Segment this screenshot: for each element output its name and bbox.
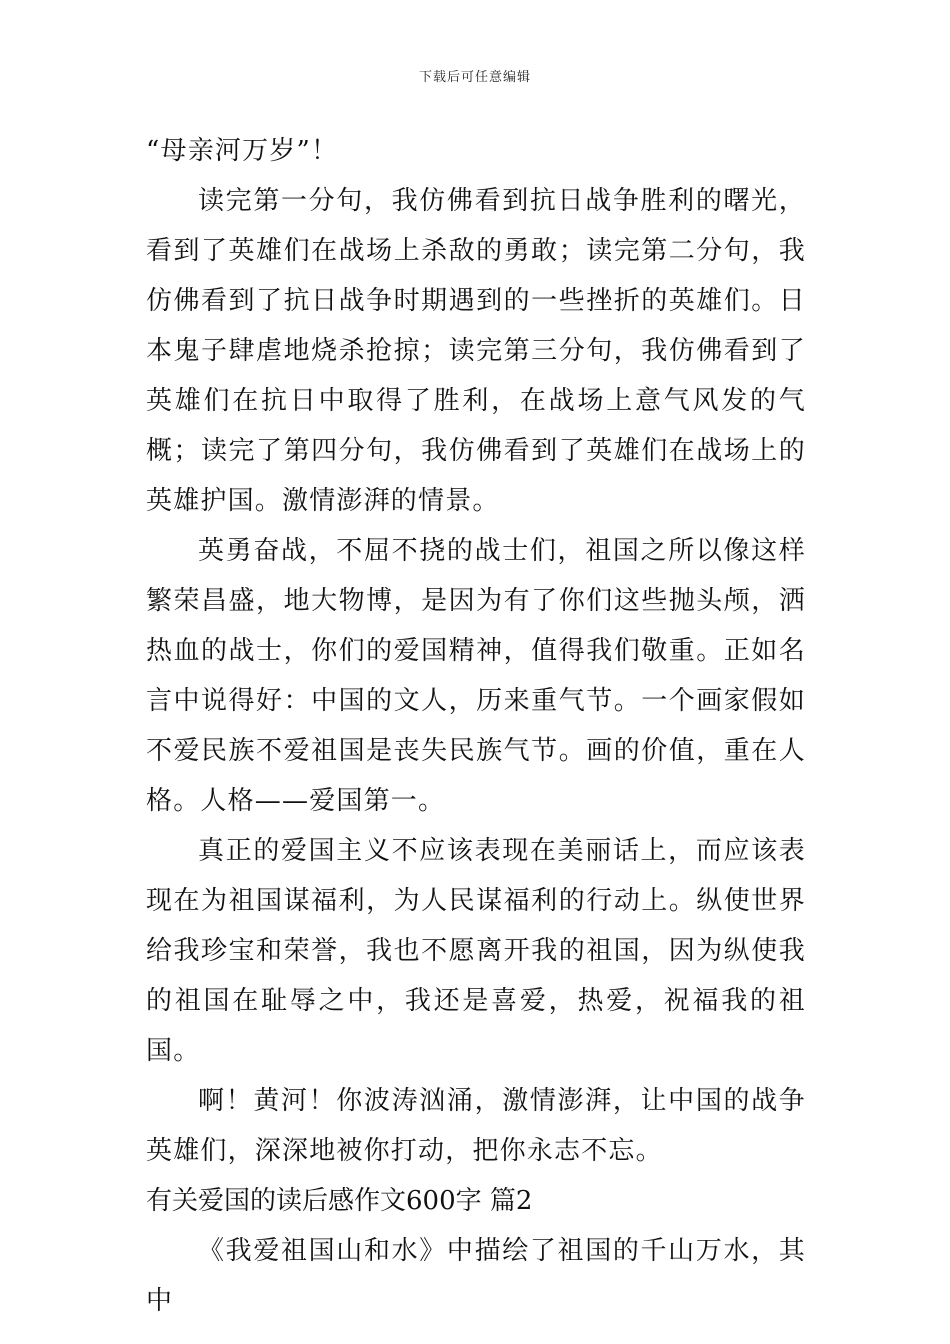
paragraph-yellow-river: 啊！黄河！你波涛汹涌，激情澎湃，让中国的战争英雄们，深深地被你打动，把你永志不忘。 (146, 1086, 806, 1166)
paragraph-brave-soldiers: 英勇奋战，不屈不挠的战士们，祖国之所以像这样繁荣昌盛，地大物博，是因为有了你们这些抛头颅，洒热血的战士，你们的爱国精神，值得我们敬重。正如名言中说得好：中国的文人，历来重气节。一个画家假如不爱民族不爱祖国是丧失民族气节。画的价值，重在人格。人格——爱国第一。 (146, 536, 806, 816)
document-body (146, 126, 806, 1326)
section-heading: 有关爱国的读后感作文600字 篇2 (146, 1186, 533, 1216)
page-header: 下载后可任意编辑 (418, 70, 531, 85)
paragraph-mountains-and-waters: 《我爱祖国山和水》中描绘了祖国的千山万水，其中 (146, 1236, 806, 1316)
paragraph-continuation: “母亲河万岁”！ (146, 136, 339, 166)
paragraph-reading-reflection: 读完第一分句，我仿佛看到抗日战争胜利的曙光，看到了英雄们在战场上杀敌的勇敢；读完第二分句，我仿佛看到了抗日战争时期遇到的一些挫折的英雄们。日本鬼子肆虐地烧杀抢掠；读完第三分句，我仿佛看到了英雄们在抗日中取得了胜利，在战场上意气风发的气概；读完了第四分句，我仿佛看到了英雄们在战场上的英雄护国。激情澎湃的情景。 (146, 186, 806, 516)
paragraph-true-patriotism: 真正的爱国主义不应该表现在美丽话上，而应该表现在为祖国谋福利，为人民谋福利的行动上。纵使世界给我珍宝和荣誉，我也不愿离开我的祖国，因为纵使我的祖国在耻辱之中，我还是喜爱，热爱，祝福我的祖国。 (146, 836, 806, 1066)
